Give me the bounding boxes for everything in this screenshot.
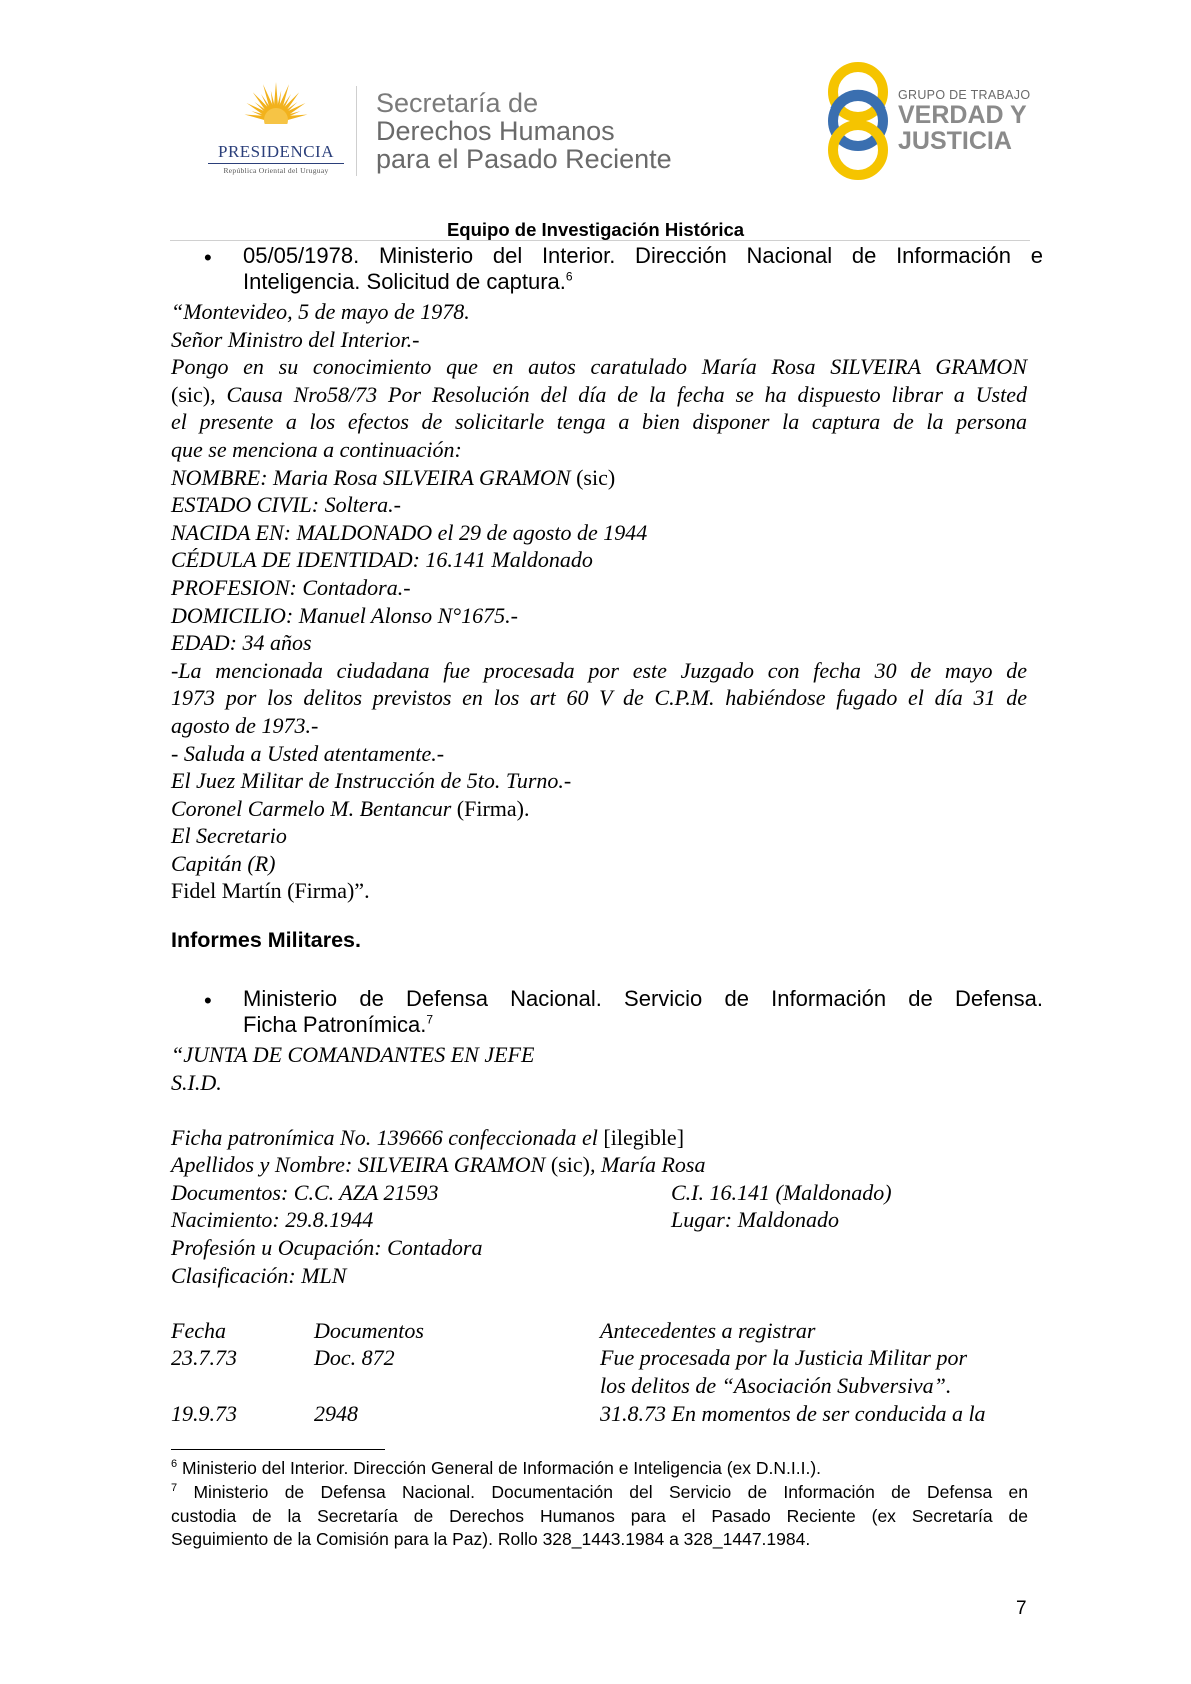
grupo-title (898, 102, 1027, 154)
letter-line: - Saluda a Usted atentamente.- (171, 740, 445, 766)
letter-line: EDAD: 34 años (171, 630, 312, 656)
footnote-text: Ministerio del Interior. Dirección General de Información e Inteligencia (ex D.N.I.I.). (177, 1458, 822, 1478)
bullet-marker: • (204, 245, 212, 270)
ficha-line: Profesión u Ocupación: Contadora (171, 1235, 483, 1260)
ficha-line (171, 1151, 705, 1179)
letter-line: PROFESION: Contadora.- (171, 574, 411, 600)
presidencia-name: PRESIDENCIA (217, 142, 334, 161)
letter-line: Capitán (R) (171, 850, 276, 876)
ficha-line: “JUNTA DE COMANDANTES EN JEFE (171, 1042, 535, 1067)
team-title: Equipo de Investigación Histórica (446, 219, 745, 240)
letter-line (171, 795, 1027, 823)
bullet1-line2-text: Inteligencia. Solicitud de captura. (243, 269, 566, 294)
footnote7-line1 (171, 1481, 1028, 1505)
bullet2-line1: Ministerio de Defensa Nacional. Servicio de Información de Defensa. (243, 986, 1043, 1011)
page-number: 7 (1016, 1598, 1027, 1619)
letter-line: -La mencionada ciudadana fue procesada por este Juzgado con fecha 30 de mayo de (171, 657, 1027, 683)
letter-line-text: , Causa Nro58/73 Por Resolución del día de la fecha se ha dispuesto librar a Usted (210, 381, 1027, 407)
letter-line: agosto de 1973.- (171, 712, 319, 738)
ficha-lugar: Lugar: Maldonado (671, 1207, 840, 1232)
presidencia-logo (196, 80, 356, 180)
bullet-marker: • (204, 988, 212, 1013)
bullet-item-captura (243, 243, 1043, 295)
bullet2-line2 (243, 1012, 1043, 1038)
ficha-line: Clasificación: MLN (171, 1263, 347, 1288)
letter-line: ESTADO CIVIL: Soltera.- (171, 492, 401, 518)
ficha-line (171, 1124, 684, 1152)
table-cell-doc: Doc. 872 (314, 1345, 395, 1370)
grupo-line2: JUSTICIA (898, 127, 1012, 155)
table-header-documentos: Documentos (314, 1318, 424, 1343)
letter-line: Pongo en su conocimiento que en autos caratulado María Rosa SILVEIRA GRAMON (171, 354, 1027, 380)
ficha-line-text: Ficha patronímica No. 139666 confeccionada el (171, 1125, 604, 1150)
bullet-item-ficha (243, 986, 1043, 1038)
footnote-7 (171, 1481, 1028, 1552)
letter-line: “Montevideo, 5 de mayo de 1978. (171, 299, 470, 324)
footnote-ref-7: 7 (426, 1012, 434, 1027)
ficha-line-text: , María Rosa (589, 1152, 706, 1177)
table-header-antecedentes: Antecedentes a registrar (600, 1318, 816, 1343)
table-cell-antecedentes: 31.8.73 En momentos de ser conducida a la (600, 1401, 986, 1426)
ficha-nacimiento: Nacimiento: 29.8.1944 (171, 1207, 374, 1232)
sic-marker: (sic) (576, 464, 616, 490)
bullet1-line2 (243, 269, 1043, 295)
sic-marker: (sic) (550, 1152, 590, 1177)
verdad-justicia-rings-icon (820, 60, 896, 182)
header-divider (356, 86, 357, 176)
letter-line: CÉDULA DE IDENTIDAD: 16.141 Maldonado (171, 547, 593, 573)
letter-line: el presente a los efectos de solicitarle tenga a bien disponer la captura de la persona (171, 409, 1027, 435)
sic-marker: (sic) (171, 381, 211, 407)
presidencia-rule (208, 163, 344, 164)
footnote7-line2: custodia de la Secretaría de Derechos Humanos para el Pasado Reciente (ex Secretaría de (171, 1505, 1028, 1526)
bullet1-line1: 05/05/1978. Ministerio del Interior. Dirección Nacional de Información e (243, 243, 1043, 268)
grupo-label: GRUPO DE TRABAJO (898, 88, 1031, 102)
bullet2-line2-text: Ficha Patronímica. (243, 1012, 427, 1037)
sun-emblem-icon (196, 80, 356, 142)
table-cell-fecha: 19.9.73 (171, 1401, 237, 1426)
letter-line (171, 464, 1027, 492)
ficha-documentos: Documentos: C.C. AZA 21593 (171, 1180, 439, 1205)
letter-line: NACIDA EN: MALDONADO el 29 de agosto de 1944 (171, 519, 648, 545)
footnote-text: Ministerio de Defensa Nacional. Documentación del Servicio de Información de Defensa en (177, 1482, 1028, 1502)
table-cell-antecedentes: los delitos de “Asociación Subversiva”. (600, 1373, 952, 1398)
footnote7-line3: Seguimiento de la Comisión para la Paz). Rollo 328_1443.1984 a 328_1447.1984. (171, 1529, 811, 1549)
secretaria-line3: para el Pasado Reciente (376, 144, 672, 174)
section-heading: Informes Militares. (171, 928, 361, 952)
footnote-rule (171, 1449, 385, 1450)
presidencia-subtitle: República Oriental del Uruguay (223, 166, 329, 175)
letter-line: El Juez Militar de Instrucción de 5to. Turno.- (171, 768, 572, 794)
letter-line: que se menciona a continuación: (171, 436, 462, 462)
letter-line-text: NOMBRE: Maria Rosa SILVEIRA GRAMON (171, 464, 577, 490)
ilegible-marker: [ilegible] (603, 1125, 685, 1150)
footnote-number: 7 (171, 1482, 178, 1495)
ficha-line-text: Apellidos y Nombre: SILVEIRA GRAMON (171, 1152, 551, 1177)
footnote-number: 6 (171, 1458, 178, 1471)
footnote-6 (171, 1457, 1028, 1481)
letter-line: DOMICILIO: Manuel Alonso N°1675.- (171, 602, 518, 628)
secretaria-line2: Derechos Humanos (376, 116, 615, 146)
footnote-ref-6: 6 (565, 269, 573, 284)
letter-block (171, 298, 1027, 905)
firma-marker: (Firma). (456, 795, 530, 821)
letter-line (171, 381, 1027, 409)
table-cell-antecedentes: Fue procesada por la Justicia Militar por (600, 1345, 968, 1370)
letter-line: El Secretario (171, 823, 287, 849)
ficha-line: S.I.D. (171, 1070, 222, 1095)
letter-line: Señor Ministro del Interior.- (171, 326, 420, 352)
grupo-line1: VERDAD Y (898, 101, 1027, 129)
letter-line: 1973 por los delitos previstos en los art 60 V de C.P.M. habiéndose fugado el día 31 de (171, 685, 1027, 711)
letter-line-text: Coronel Carmelo M. Bentancur (171, 795, 457, 821)
table-cell-doc: 2948 (314, 1401, 358, 1426)
ficha-ci: C.I. 16.141 (Maldonado) (671, 1180, 892, 1205)
header-rule (170, 240, 1030, 241)
secretaria-line1: Secretaría de (376, 88, 539, 118)
table-cell-fecha: 23.7.73 (171, 1345, 237, 1370)
table-header-fecha: Fecha (171, 1318, 226, 1343)
letter-line: Fidel Martín (Firma)”. (171, 878, 370, 904)
secretaria-logo-text (376, 89, 672, 173)
